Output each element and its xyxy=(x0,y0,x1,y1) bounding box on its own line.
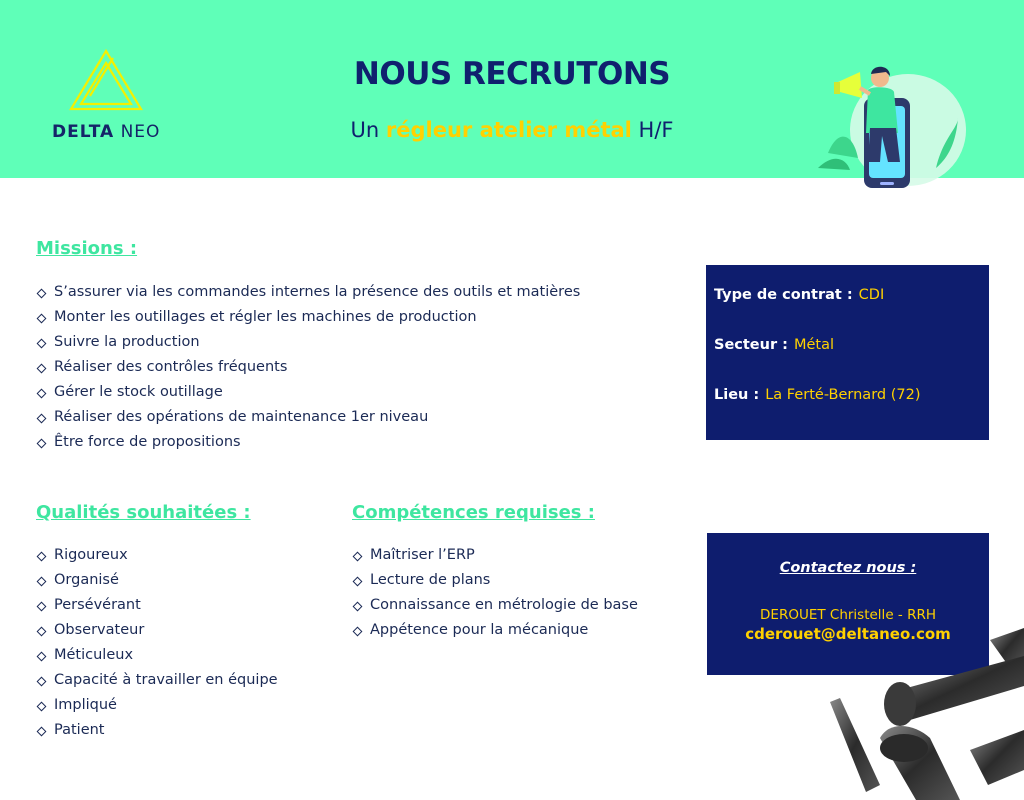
list-item: Maîtriser l’ERP xyxy=(352,543,638,568)
location-value: La Ferté-Bernard (72) xyxy=(765,387,921,403)
list-item: Réaliser des opérations de maintenance 1er niveau xyxy=(36,405,580,430)
list-item: Capacité à travailler en équipe xyxy=(36,668,278,693)
list-item: Patient xyxy=(36,718,278,743)
list-item: Lecture de plans xyxy=(352,568,638,593)
metal-tools-illustration xyxy=(820,620,1024,800)
location-row xyxy=(714,387,920,403)
contact-name: DEROUET Christelle - RRH xyxy=(760,607,936,623)
list-item: Persévérant xyxy=(36,593,278,618)
header-banner xyxy=(0,0,1024,178)
sector-value: Métal xyxy=(793,337,834,353)
location-label: Lieu : xyxy=(714,387,760,403)
list-item: S’assurer via les commandes internes la présence des outils et matières xyxy=(36,280,580,305)
sector-label: Secteur : xyxy=(714,337,788,353)
list-item: Observateur xyxy=(36,618,278,643)
list-item: Connaissance en métrologie de base xyxy=(352,593,638,618)
contact-email-link[interactable]: cderouet@deltaneo.com xyxy=(745,625,951,643)
list-item: Impliqué xyxy=(36,693,278,718)
list-item: Être force de propositions xyxy=(36,430,580,455)
contract-type-value: CDI xyxy=(858,287,885,303)
megaphone-person-illustration xyxy=(808,58,968,198)
list-item: Rigoureux xyxy=(36,543,278,568)
subtitle-prefix: Un xyxy=(350,118,380,142)
list-item: Organisé xyxy=(36,568,278,593)
brand-name-bold: DELTA xyxy=(52,122,115,142)
brand-name-light: NEO xyxy=(120,122,161,142)
contact-title: Contactez nous : xyxy=(779,560,917,576)
list-item: Méticuleux xyxy=(36,643,278,668)
sector-row xyxy=(714,337,834,353)
list-item: Suivre la production xyxy=(36,330,580,355)
missions-title: Missions : xyxy=(36,238,138,259)
qualites-list xyxy=(36,543,278,743)
list-item: Réaliser des contrôles fréquents xyxy=(36,355,580,380)
list-item: Appétence pour la mécanique xyxy=(352,618,638,643)
page-title: NOUS RECRUTONS xyxy=(353,56,671,92)
competences-list xyxy=(352,543,638,643)
list-item: Monter les outillages et régler les machines de production xyxy=(36,305,580,330)
contract-type-row xyxy=(714,287,884,303)
job-title-highlight: régleur atelier métal xyxy=(385,118,632,142)
list-item: Gérer le stock outillage xyxy=(36,380,580,405)
contract-type-label: Type de contrat : xyxy=(714,287,853,303)
job-info-box xyxy=(706,265,989,440)
competences-title: Compétences requises : xyxy=(352,502,595,523)
missions-list xyxy=(36,280,580,455)
subtitle-suffix: H/F xyxy=(638,118,674,142)
qualites-title: Qualités souhaitées : xyxy=(36,502,251,523)
